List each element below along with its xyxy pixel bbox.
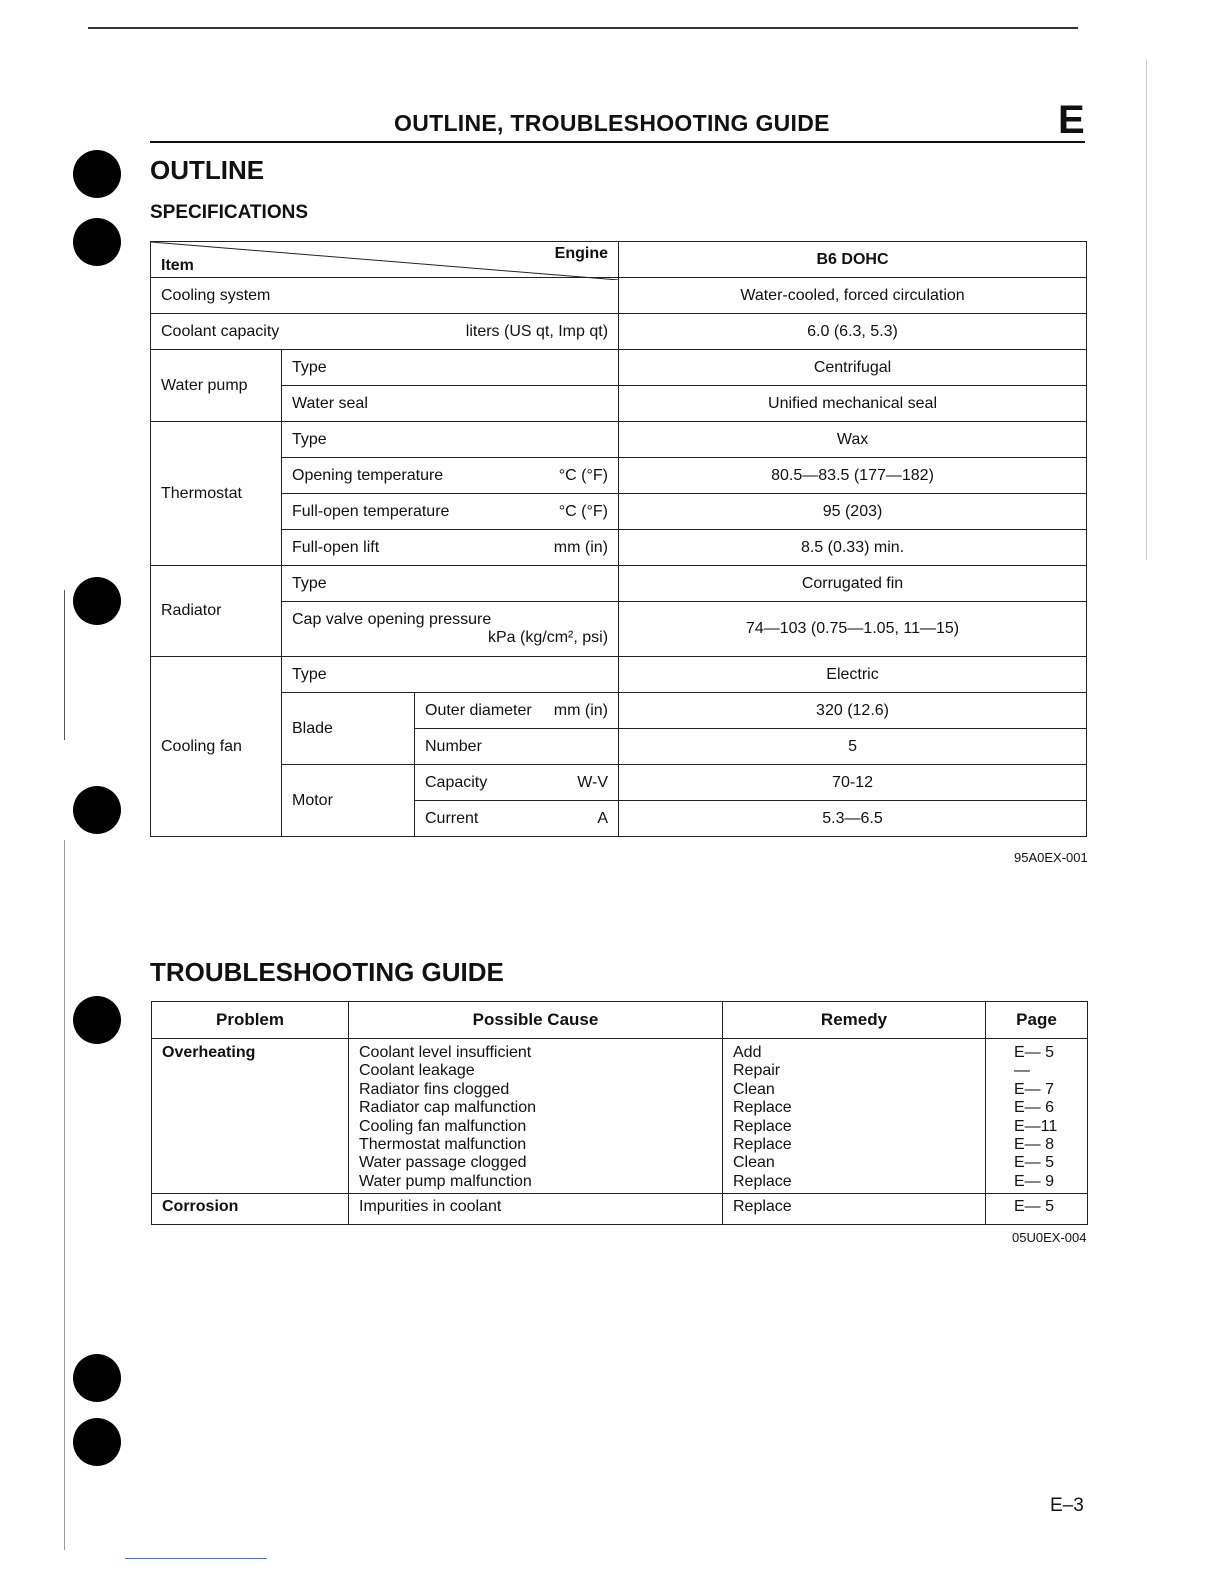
remedy-cell xyxy=(723,1039,986,1194)
label-text: Outer diameter xyxy=(425,701,532,719)
unit-text: W-V xyxy=(577,773,609,791)
specifications-table xyxy=(150,241,1087,837)
cause-item: Water passage clogged xyxy=(359,1154,527,1172)
cause-cell xyxy=(349,1194,723,1225)
remedy-item: Replace xyxy=(733,1117,792,1135)
figure-code: 05U0EX-004 xyxy=(1012,1230,1087,1245)
row-value: 8.5 (0.33) min. xyxy=(619,530,1087,566)
row-value: Electric xyxy=(619,657,1087,693)
unit-text: kPa (kg/cm², psi) xyxy=(488,629,609,646)
troubleshooting-heading: TROUBLESHOOTING GUIDE xyxy=(150,957,504,987)
cause-item: Impurities in coolant xyxy=(359,1198,502,1216)
row-label: Water seal xyxy=(282,386,619,422)
table-row xyxy=(152,1194,1088,1225)
page-ref: E— 7 xyxy=(1014,1080,1055,1098)
engine-value: B6 DOHC xyxy=(619,242,1087,278)
cause-item: Cooling fan malfunction xyxy=(359,1117,527,1135)
row-label: Number xyxy=(415,729,619,765)
margin-line xyxy=(64,590,65,740)
unit-text: liters (US qt, Imp qt) xyxy=(465,322,609,340)
row-value: Water-cooled, forced circulation xyxy=(619,278,1087,314)
header-rule xyxy=(150,141,1085,143)
label-text: Cap valve opening pressure xyxy=(292,611,492,628)
subgroup-label: Blade xyxy=(282,693,415,765)
unit-text: A xyxy=(597,809,609,827)
specifications-heading: SPECIFICATIONS xyxy=(150,202,308,223)
remedy-item: Replace xyxy=(733,1099,792,1117)
unit-text: mm (in) xyxy=(553,701,609,719)
row-value: Corrugated fin xyxy=(619,566,1087,602)
label-text: Full-open temperature xyxy=(292,502,450,520)
row-label xyxy=(151,314,619,350)
row-label xyxy=(282,494,619,530)
remedy-item: Replace xyxy=(733,1172,792,1190)
page-ref: E— 5 xyxy=(1014,1198,1055,1216)
remedy-item: Repair xyxy=(733,1062,781,1080)
cause-item: Water pump malfunction xyxy=(359,1172,532,1190)
row-label xyxy=(415,693,619,729)
row-value: 80.5—83.5 (177—182) xyxy=(619,458,1087,494)
margin-line xyxy=(1146,60,1147,560)
row-label: Type xyxy=(282,566,619,602)
row-value: 320 (12.6) xyxy=(619,693,1087,729)
table-row xyxy=(152,1039,1088,1194)
punch-hole xyxy=(73,218,121,266)
unit-text: mm (in) xyxy=(553,538,609,556)
punch-hole xyxy=(73,1354,121,1402)
outline-heading: OUTLINE xyxy=(150,155,265,185)
row-label: Type xyxy=(282,422,619,458)
punch-hole xyxy=(73,577,121,625)
item-header: Item xyxy=(161,257,194,274)
group-label: Cooling fan xyxy=(151,657,282,837)
remedy-cell xyxy=(723,1194,986,1225)
remedy-item: Replace xyxy=(733,1198,792,1216)
top-rule xyxy=(88,27,1078,29)
label-text: Opening temperature xyxy=(292,466,444,484)
page-title: OUTLINE, TROUBLESHOOTING GUIDE xyxy=(394,110,830,136)
punch-hole xyxy=(73,786,121,834)
page-cell xyxy=(986,1194,1088,1225)
page-number: E–3 xyxy=(1050,1495,1084,1516)
row-value: Centrifugal xyxy=(619,350,1087,386)
remedy-item: Add xyxy=(733,1044,762,1061)
row-label xyxy=(282,602,619,657)
cause-item: Thermostat malfunction xyxy=(359,1136,527,1154)
cause-item: Radiator cap malfunction xyxy=(359,1099,536,1117)
problem-cell: Overheating xyxy=(152,1039,349,1194)
troubleshooting-table xyxy=(151,1001,1088,1225)
section-letter: E xyxy=(1058,98,1085,142)
cause-item: Radiator fins clogged xyxy=(359,1080,510,1098)
unit-text: °C (°F) xyxy=(558,502,609,520)
row-label: Cooling system xyxy=(151,278,619,314)
problem-cell: Corrosion xyxy=(152,1194,349,1225)
row-value: 5 xyxy=(619,729,1087,765)
label-text: Current xyxy=(425,809,479,827)
unit-text: °C (°F) xyxy=(558,466,609,484)
table-corner-cell xyxy=(151,242,619,278)
remedy-item: Clean xyxy=(733,1080,775,1098)
row-label xyxy=(415,765,619,801)
punch-hole xyxy=(73,996,121,1044)
cause-cell xyxy=(349,1039,723,1194)
row-label xyxy=(282,530,619,566)
page-ref: E—11 xyxy=(1014,1117,1058,1135)
cause-item: Coolant level insufficient xyxy=(359,1044,532,1061)
diagonal-divider xyxy=(151,242,619,280)
row-value: 5.3—6.5 xyxy=(619,801,1087,837)
engine-header: Engine xyxy=(554,245,609,262)
column-header: Remedy xyxy=(723,1002,986,1039)
punch-hole xyxy=(73,1418,121,1466)
column-header: Page xyxy=(986,1002,1088,1039)
page-ref: E— 9 xyxy=(1014,1172,1055,1190)
punch-hole xyxy=(73,150,121,198)
row-value: 95 (203) xyxy=(619,494,1087,530)
label-text: Full-open lift xyxy=(292,538,380,556)
row-value: 70-12 xyxy=(619,765,1087,801)
group-label: Thermostat xyxy=(151,422,282,566)
remedy-item: Replace xyxy=(733,1136,792,1154)
row-label: Type xyxy=(282,350,619,386)
page-cell xyxy=(986,1039,1088,1194)
page-ref: E— 5 xyxy=(1014,1154,1055,1172)
column-header: Possible Cause xyxy=(349,1002,723,1039)
page-ref: — xyxy=(1014,1062,1030,1080)
group-label: Radiator xyxy=(151,566,282,657)
page-ref: E— 8 xyxy=(1014,1136,1055,1154)
row-value: Wax xyxy=(619,422,1087,458)
margin-line xyxy=(64,840,65,1550)
row-label xyxy=(415,801,619,837)
figure-code: 95A0EX-001 xyxy=(1014,850,1088,865)
remedy-item: Clean xyxy=(733,1154,775,1172)
label-text: Capacity xyxy=(425,773,488,791)
row-value: 74—103 (0.75—1.05, 11—15) xyxy=(619,602,1087,657)
bottom-mark xyxy=(125,1558,267,1559)
group-label: Water pump xyxy=(151,350,282,422)
row-value: Unified mechanical seal xyxy=(619,386,1087,422)
page-ref: E— 6 xyxy=(1014,1099,1055,1117)
row-label: Type xyxy=(282,657,619,693)
label-text: Coolant capacity xyxy=(161,322,280,340)
column-header: Problem xyxy=(152,1002,349,1039)
subgroup-label: Motor xyxy=(282,765,415,837)
row-value: 6.0 (6.3, 5.3) xyxy=(619,314,1087,350)
page-ref: E— 5 xyxy=(1014,1044,1055,1061)
cause-item: Coolant leakage xyxy=(359,1062,475,1080)
row-label xyxy=(282,458,619,494)
